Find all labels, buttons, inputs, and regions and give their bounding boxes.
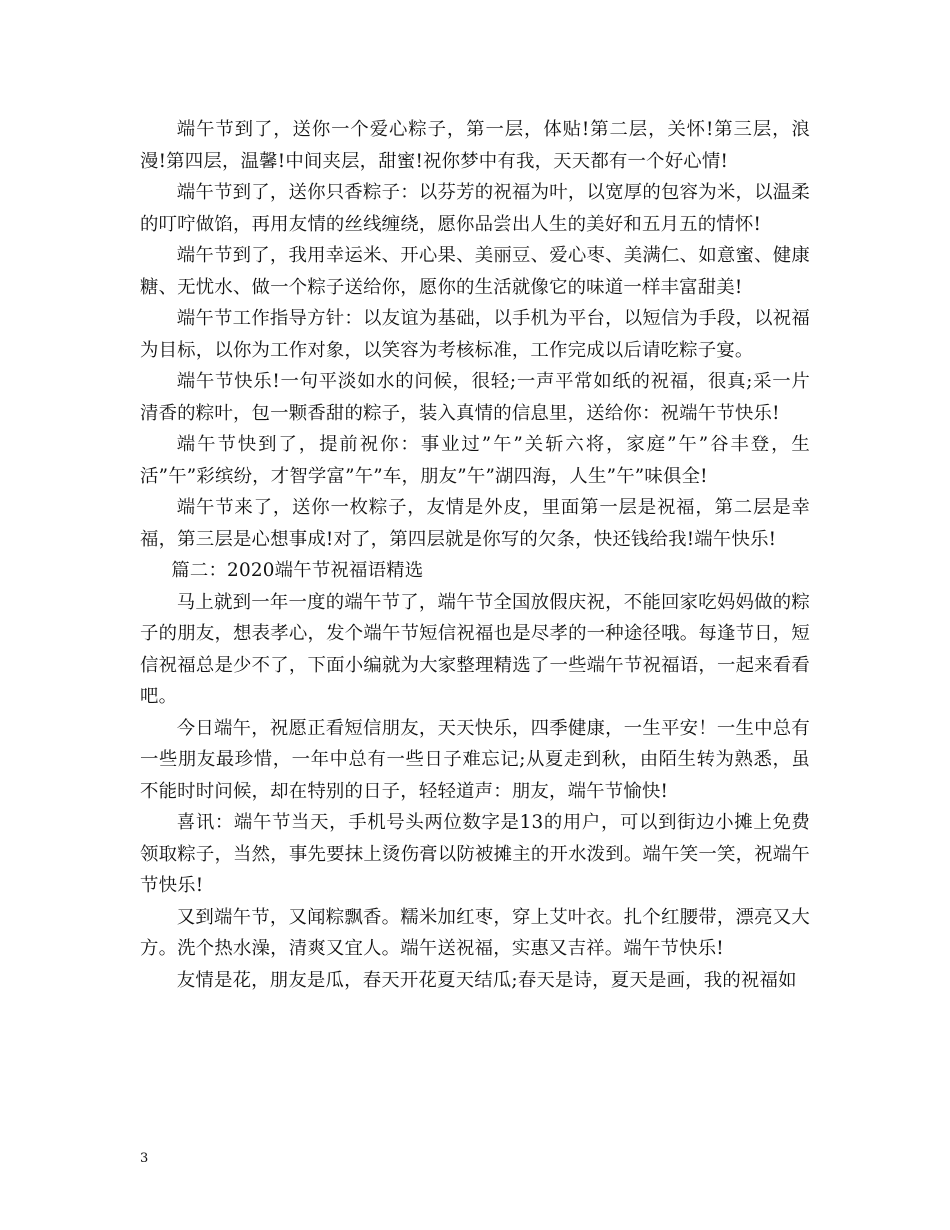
paragraph: 喜讯：端午节当天，手机号头两位数字是13的用户，可以到街边小摊上免费领取粽子，当然，事先要抹上烫伤膏以防被摊主的开水泼到。端午笑一笑，祝端午节快乐!	[140, 812, 810, 896]
paragraph: 端午节到了，送你一个爱心粽子，第一层，体贴!第二层，关怀!第三层，浪漫!第四层，温馨!中间夹层，甜蜜!祝你梦中有我，天天都有一个好心情!	[140, 119, 810, 172]
paragraph: 端午节快乐!一句平淡如水的问候，很轻;一声平常如纸的祝福，很真;采一片清香的粽叶，包一颗香甜的粽子，装入真情的信息里，送给你：祝端午节快乐!	[140, 371, 810, 424]
paragraph: 端午节快到了，提前祝你：事业过”午”关斩六将，家庭”午”谷丰登，生活”午”彩缤纷，才智学富”午”车，朋友”午”湖四海，人生”午”味俱全!	[140, 434, 810, 487]
paragraph: 友情是花，朋友是瓜，春天开花夏天结瓜;春天是诗，夏天是画，我的祝福如	[176, 969, 797, 991]
paragraph: 今日端午，祝愿正看短信朋友，天天快乐，四季健康，一生平安！一生中总有一些朋友最珍惜，一年中总有一些日子难忘记;从夏走到秋，由陌生转为熟悉，虽不能时时问候，却在特别的日子，轻轻道声：朋友，端午节愉快!	[140, 717, 810, 802]
paragraph: 马上就到一年一度的端午节了，端午节全国放假庆祝，不能回家吃妈妈做的粽子的朋友，想表孝心，发个端午节短信祝福也是尽孝的一种途径哦。每逢节日，短信祝福总是少不了，下面小编就为大家整理精选了一些端午节祝福语，一起来看看吧。	[140, 591, 810, 707]
paragraph: 端午节到了，送你只香粽子：以芬芳的祝福为叶，以宽厚的包容为米，以温柔的叮咛做馅，再用友情的丝线缠绕，愿你品尝出人生的美好和五月五的情怀!	[140, 182, 810, 235]
paragraph: 端午节工作指导方针：以友谊为基础，以手机为平台，以短信为手段，以祝福为目标，以你为工作对象，以笑容为考核标准，工作完成以后请吃粽子宴。	[140, 308, 810, 361]
section-heading: 篇二：2020端午节祝福语精选	[171, 560, 424, 581]
paragraph: 端午节来了，送你一枚粽子，友情是外皮，里面第一层是祝福，第二层是幸福，第三层是心想事成!对了，第四层就是你写的欠条，快还钱给我!端午快乐!	[140, 497, 810, 550]
document-body	[140, 114, 810, 996]
page-number: 3	[140, 1151, 149, 1166]
paragraph: 端午节到了，我用幸运米、开心果、美丽豆、爱心枣、美满仁、如意蜜、健康糖、无忧水、做一个粽子送给你，愿你的生活就像它的味道一样丰富甜美!	[140, 245, 810, 298]
paragraph: 又到端午节，又闻粽飘香。糯米加红枣，穿上艾叶衣。扎个红腰带，漂亮又大方。洗个热水澡，清爽又宜人。端午送祝福，实惠又吉祥。端午节快乐!	[140, 906, 810, 959]
